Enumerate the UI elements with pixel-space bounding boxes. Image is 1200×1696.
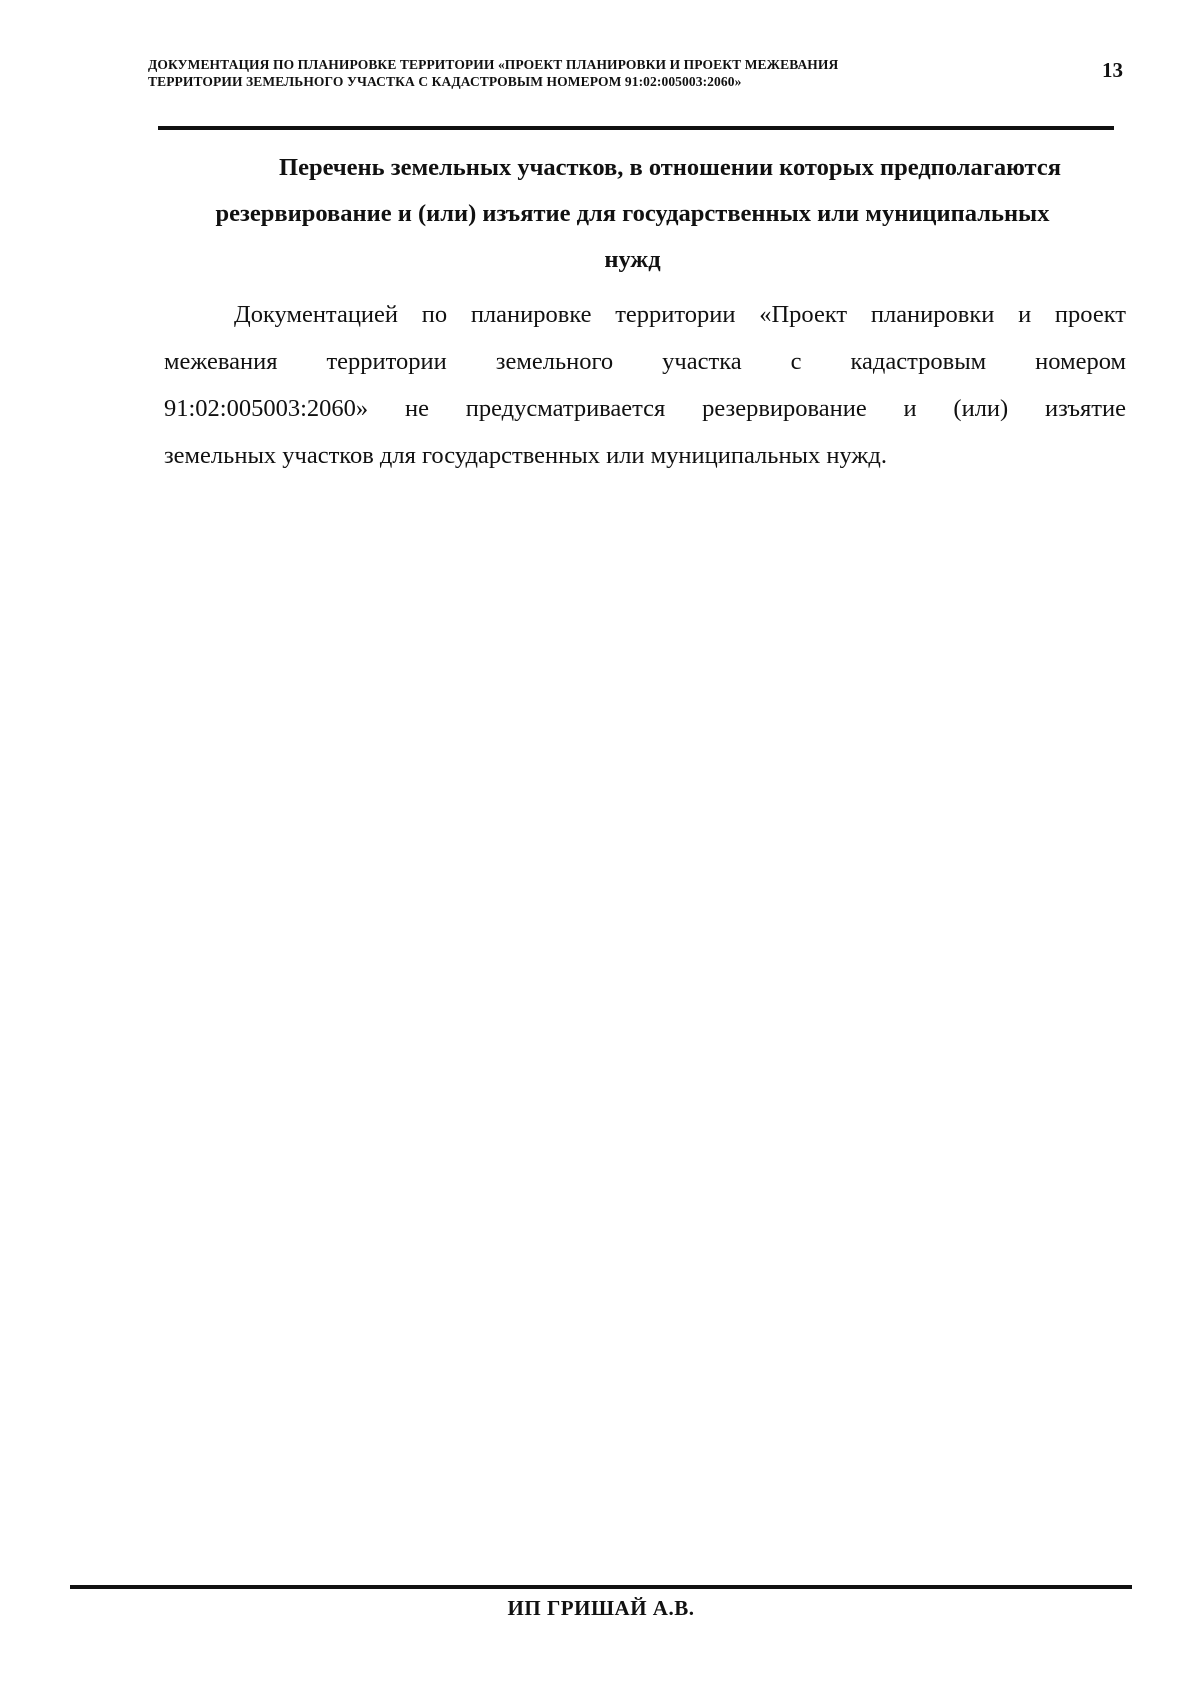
- paragraph-line-2: межевания территории земельного участка с кадастровым номером: [164, 348, 1126, 375]
- heading-line-2: резервирование и (или) изъятие для государственных или муниципальных: [215, 200, 1050, 227]
- footer-divider: [70, 1585, 1132, 1589]
- section-heading: [150, 145, 1115, 283]
- header-line-1: ДОКУМЕНТАЦИЯ ПО ПЛАНИРОВКЕ ТЕРРИТОРИИ «ПРОЕКТ ПЛАНИРОВКИ И ПРОЕКТ МЕЖЕВАНИЯ: [148, 57, 839, 72]
- section-paragraph: [164, 291, 1126, 479]
- footer-author: ИП ГРИШАЙ А.В.: [507, 1596, 695, 1620]
- header-divider: [158, 126, 1114, 130]
- paragraph-line-3: 91:02:005003:2060» не предусматривается резервирование и (или) изъятие: [164, 395, 1126, 422]
- paragraph-line-4: земельных участков для государственных или муниципальных нужд.: [164, 442, 887, 469]
- paragraph-line-1: Документацией по планировке территории «Проект планировки и проект: [234, 301, 1126, 328]
- page-number: 13: [1102, 58, 1123, 82]
- heading-line-3: нужд: [604, 246, 661, 273]
- header-line-2: ТЕРРИТОРИИ ЗЕМЕЛЬНОГО УЧАСТКА С КАДАСТРОВЫМ НОМЕРОМ 91:02:005003:2060»: [148, 74, 742, 89]
- running-header: [148, 56, 1008, 90]
- heading-line-1: Перечень земельных участков, в отношении которых предполагаются: [279, 154, 1061, 181]
